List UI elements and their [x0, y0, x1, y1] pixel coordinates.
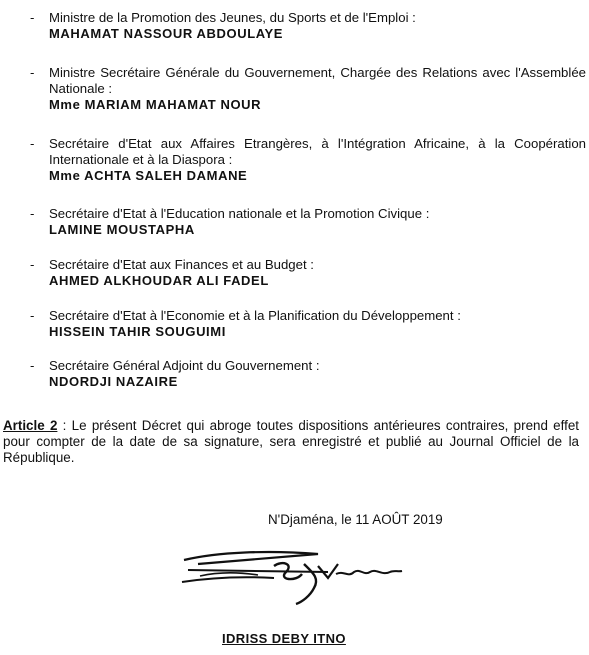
signatory-name: IDRISS DEBY ITNO — [222, 631, 346, 646]
bullet-dash: - — [30, 206, 35, 221]
role-title: Secrétaire d'Etat aux Finances et au Budget : — [49, 257, 314, 272]
bullet-dash: - — [30, 358, 35, 373]
role-title: Secrétaire Général Adjoint du Gouvernement : — [49, 358, 320, 373]
role-title: Ministre de la Promotion des Jeunes, du Sports et de l'Emploi : — [49, 10, 416, 25]
entry-state-secretary-education — [30, 206, 586, 238]
dateline: N'Djaména, le 11 AOÛT 2019 — [268, 512, 443, 527]
entry-deputy-secretary-general — [30, 358, 586, 390]
bullet-dash: - — [30, 65, 35, 80]
role-title: Secrétaire d'Etat aux Affaires Etrangères, à l'Intégration Africaine, à la Coopération Internationale et à la Diaspora : — [49, 136, 586, 167]
entry-secretary-general — [30, 65, 586, 113]
official-name: Mme ACHTA SALEH DAMANE — [49, 168, 248, 183]
official-name: Mme MARIAM MAHAMAT NOUR — [49, 97, 262, 112]
article-text: : Le présent Décret qui abroge toutes dispositions antérieures contraires, prend effet pour compter de la date de sa signature, sera enregistré et publié au Journal Officiel de la République. — [3, 418, 579, 465]
article-2-paragraph — [3, 418, 579, 466]
bullet-dash: - — [30, 308, 35, 323]
role-title: Secrétaire d'Etat à l'Education nationale et la Promotion Civique : — [49, 206, 430, 221]
role-title: Ministre Secrétaire Générale du Gouvernement, Chargée des Relations avec l'Assemblée Nationale : — [49, 65, 586, 96]
bullet-dash: - — [30, 257, 35, 272]
official-name: LAMINE MOUSTAPHA — [49, 222, 195, 237]
official-name: NDORDJI NAZAIRE — [49, 374, 178, 389]
role-title: Secrétaire d'Etat à l'Economie et à la Planification du Développement : — [49, 308, 461, 323]
official-name: MAHAMAT NASSOUR ABDOULAYE — [49, 26, 284, 41]
official-name: AHMED ALKHOUDAR ALI FADEL — [49, 273, 269, 288]
bullet-dash: - — [30, 10, 35, 25]
article-label: Article 2 — [3, 418, 58, 433]
handwritten-signature — [178, 542, 404, 608]
entry-minister-youth — [30, 10, 586, 42]
entry-state-secretary-foreign-affairs — [30, 136, 586, 184]
entry-state-secretary-finance — [30, 257, 586, 289]
official-name: HISSEIN TAHIR SOUGUIMI — [49, 324, 226, 339]
bullet-dash: - — [30, 136, 35, 151]
entry-state-secretary-economy — [30, 308, 586, 340]
